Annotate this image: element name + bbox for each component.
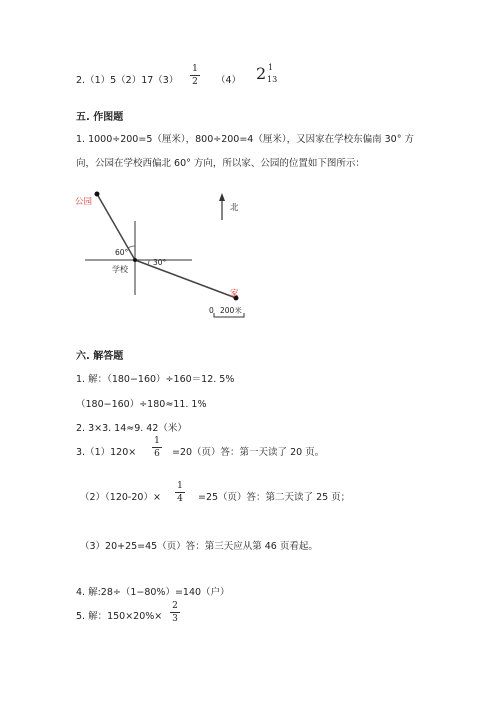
fraction-denominator: 2 xyxy=(192,77,198,87)
park-point xyxy=(95,192,100,197)
mixed-whole: 2 xyxy=(256,64,267,83)
answer-5-prefix: 5. 解：150×20%× xyxy=(76,611,163,622)
q2-part4-label: （4） xyxy=(216,75,242,86)
fraction-denominator: 4 xyxy=(177,494,183,504)
angle-30-label: 30° xyxy=(153,258,167,267)
mixed-numerator: 1 xyxy=(268,63,274,72)
fraction-denominator: 6 xyxy=(154,449,160,459)
angle-30-arc xyxy=(148,260,149,265)
fraction-numerator: 2 xyxy=(172,601,178,611)
fraction-one-sixth xyxy=(152,436,162,459)
fraction-denominator: 3 xyxy=(172,614,178,624)
school-point xyxy=(133,258,137,262)
fraction-numerator: 1 xyxy=(177,481,183,491)
section-five-line-1: 1. 1000÷200=5（厘米），800÷200=4（厘米），又因家在学校东偏南 30° 方 xyxy=(76,134,414,145)
angle-60-arc xyxy=(128,246,135,248)
answer-2: 2. 3×3. 14≈9. 42（米） xyxy=(76,423,187,434)
answer-4: 4. 解:28÷（1−80%）=140（户） xyxy=(76,587,230,598)
fraction-two-thirds xyxy=(170,601,180,624)
scale-zero-label: 0 xyxy=(209,306,214,315)
north-label: 北 xyxy=(230,203,239,213)
answer-3-part1-suffix: =20（页）答：第一天读了 20 页。 xyxy=(172,447,325,458)
home-label: 家 xyxy=(230,289,239,299)
answer-3-part2-suffix: =25（页）答：第二天读了 25 页； xyxy=(198,492,351,503)
answer-3-part1-prefix: 3.（1）120× xyxy=(76,447,137,458)
answer-3-part2-prefix: （2）（120-20）× xyxy=(80,492,161,503)
home-direction-line xyxy=(135,260,236,298)
park-label: 公园 xyxy=(75,197,93,207)
section-five-line-2: 向，公园在学校西偏北 60° 方向，所以家、公园的位置如下图所示： xyxy=(76,158,365,169)
fraction-one-quarter xyxy=(175,481,185,504)
scale-distance-label: 200米 xyxy=(220,306,242,315)
mixed-denominator: 13 xyxy=(267,75,278,84)
section-five-title: 五. 作图题 xyxy=(76,112,124,123)
school-label: 学校 xyxy=(112,265,128,274)
fraction-numerator: 1 xyxy=(154,436,160,446)
fraction-numerator: 1 xyxy=(192,64,198,74)
answer-1: 1. 解：（180−160）÷160＝12. 5% xyxy=(76,374,235,385)
angle-60-label: 60° xyxy=(115,248,129,257)
answer-3-part3: （3）20+25=45（页）答：第三天应从第 46 页看起。 xyxy=(80,541,318,552)
section-six-title: 六. 解答题 xyxy=(76,351,124,362)
q2-answer-text: 2.（1）5（2）17（3） xyxy=(76,75,179,86)
answer-1b: （180−160）÷180≈11. 1% xyxy=(76,399,207,410)
north-arrow-icon xyxy=(219,193,225,201)
